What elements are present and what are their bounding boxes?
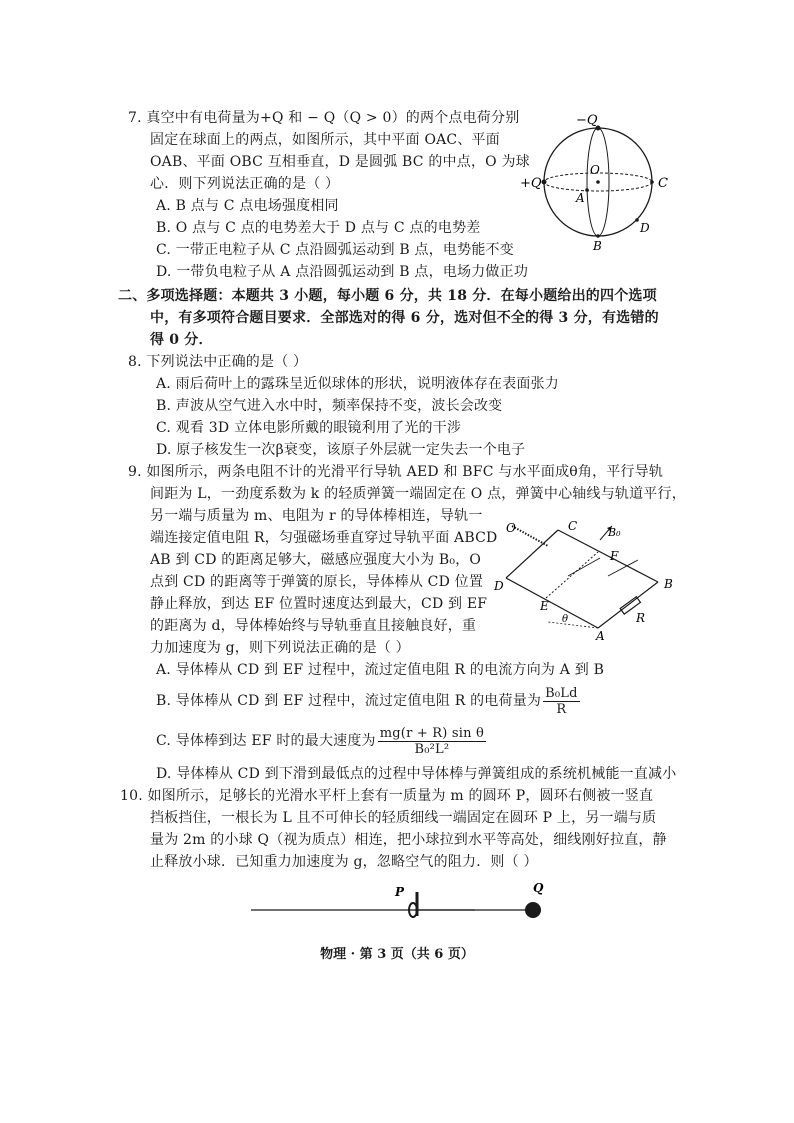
q9-option-c-num: mg(r + R) sin θ — [379, 725, 484, 741]
fig9-label-e: E — [540, 599, 549, 613]
q9-line-7: 静止释放，到达 EF 位置时速度达到最大，CD 到 EF — [150, 596, 488, 612]
q7-line-1: 7. 真空中有电荷量为+Q 和 − Q（Q > 0）的两个点电荷分别 — [128, 110, 520, 126]
q9-line-8: 的距离为 d，导体棒始终与导轨垂直且接触良好，重 — [150, 618, 477, 634]
q8-option-b: B. 声波从空气进入水中时，频率保持不变，波长会改变 — [156, 398, 503, 414]
q9-option-c-fraction — [378, 726, 486, 757]
q9-option-c-text: C. 导体棒到达 EF 时的最大速度为 — [156, 733, 376, 749]
q9-line-4: 端连接定值电阻 R，匀强磁场垂直穿过导轨平面 ABCD — [150, 530, 498, 546]
q9-option-a: A. 导体棒从 CD 到 EF 过程中，流过定值电阻 R 的电流方向为 A 到 B — [156, 662, 605, 678]
line-ef — [546, 552, 598, 598]
section2-line-3: 得 0 分． — [150, 332, 213, 348]
rail-ab — [598, 582, 658, 628]
q9-option-b-den: R — [556, 701, 567, 717]
q7-line-2: 固定在球面上的两点，如图所示，其中平面 OAC、平面 — [150, 132, 500, 148]
q8-option-c: C. 观看 3D 立体电影所戴的眼镜利用了光的干涉 — [156, 420, 462, 436]
fig9-label-d: D — [494, 579, 504, 593]
point-b — [596, 234, 600, 238]
section2-line-1: 二、多项选择题：本题共 3 小题，每小题 6 分，共 18 分．在每小题给出的四个选项 — [118, 288, 657, 304]
q7-option-b: B. O 点与 C 点的电势差大于 D 点与 C 点的电势差 — [156, 220, 481, 236]
fig9-label-f: F — [610, 549, 619, 563]
q9-line-1: 9. 如图所示，两条电阻不计的光滑平行导轨 AED 和 BFC 与水平面成θ角，平行导轨 — [128, 464, 664, 480]
point-pos-q — [542, 180, 547, 185]
fig9-label-b: B — [664, 577, 673, 591]
fig9-label-r: R — [636, 611, 646, 625]
label-pos-q: +Q — [520, 176, 542, 191]
q8-option-d: D. 原子核发生一次β衰变，该原子外层就一定失去一个电子 — [156, 442, 526, 458]
q9-line-2: 间距为 L，一劲度系数为 k 的轻质弹簧一端固定在 O 点，弹簧中心轴线与轨道平行， — [150, 486, 686, 502]
q9-option-b — [156, 682, 582, 720]
point-a — [585, 188, 589, 192]
point-o — [596, 180, 600, 184]
page-footer: 物理 · 第 3 页（共 6 页） — [320, 947, 474, 962]
q9-option-d: D. 导体棒从 CD 到下滑到最低点的过程中导体棒与弹簧组成的系统机械能一直减小 — [156, 766, 677, 782]
fig9-label-o: O — [506, 521, 516, 535]
q9-rails-figure — [488, 510, 688, 642]
rod-cd — [506, 530, 558, 578]
q9-line-5: AB 到 CD 的距离足够大，磁感应强度大小为 B₀，O — [150, 552, 482, 568]
ball-q — [525, 902, 541, 918]
q9-option-b-num: B₀Ld — [545, 685, 578, 701]
label-d: D — [640, 221, 650, 235]
horizontal-ref — [548, 622, 598, 628]
q7-sphere-figure — [520, 112, 670, 252]
q9-option-c — [156, 722, 488, 760]
q10-line-4: 止释放小球．已知重力加速度为 g，忽略空气的阻力．则（ ） — [150, 854, 538, 870]
field-line-1 — [568, 558, 600, 576]
fig10-label-p: P — [395, 885, 405, 899]
fig9-label-a: A — [596, 629, 605, 642]
section2-line-2: 中，有多项符合题目要求．全部选对的得 6 分，选对但不全的得 3 分，有选错的 — [150, 310, 659, 326]
q10-line-1: 10. 如图所示，足够长的光滑水平杆上套有一质量为 m 的圆环 P，圆环右侧被一竖直 — [120, 788, 654, 804]
q8-stem: 8. 下列说法中正确的是（ ） — [128, 354, 308, 370]
q7-option-c: C. 一带正电粒子从 C 点沿圆弧运动到 B 点，电势能不变 — [156, 242, 514, 258]
q10-line-2: 挡板挡住，一根长为 L 且不可伸长的轻质细线一端固定在圆环 P 上，另一端与质 — [150, 810, 657, 826]
q8-option-a: A. 雨后荷叶上的露珠呈近似球体的形状，说明液体存在表面张力 — [156, 376, 560, 392]
q9-option-b-text: B. 导体棒从 CD 到 EF 过程中，流过定值电阻 R 的电荷量为 — [156, 693, 542, 709]
spring — [512, 526, 548, 546]
point-d — [635, 218, 639, 222]
q9-line-9: 力加速度为 g，则下列说法正确的是（ ） — [150, 640, 410, 656]
q7-option-a: A. B 点与 C 点电场强度相同 — [156, 198, 339, 214]
q9-option-c-den: B₀²L² — [414, 741, 450, 757]
label-a: A — [576, 191, 585, 205]
point-c — [650, 180, 654, 184]
label-neg-q: −Q — [576, 113, 598, 128]
fig9-label-b0: B₀ — [608, 526, 621, 539]
label-c: C — [658, 176, 668, 191]
label-b: B — [593, 239, 602, 252]
label-o: O — [590, 163, 600, 177]
q7-line-3: OAB、平面 OBC 互相垂直，D 是圆弧 BC 的中点，O 为球 — [150, 154, 530, 170]
q7-option-d: D. 一带负电粒子从 A 点沿圆弧运动到 B 点，电场力做正功 — [156, 264, 529, 280]
fig9-label-c: C — [568, 519, 578, 533]
q9-option-b-fraction — [543, 686, 580, 717]
q10-figure — [245, 880, 555, 930]
q7-line-4: 心．则下列说法正确的是（ ） — [150, 176, 340, 192]
q9-line-6: 点到 CD 的距离等于弹簧的原长，导体棒从 CD 位置 — [150, 574, 484, 590]
fig10-label-q: Q — [533, 881, 544, 895]
q10-line-3: 量为 2m 的小球 Q（视为质点）相连，把小球拉到水平等高处，细线刚好拉直，静 — [150, 832, 667, 848]
q9-line-3: 另一端与质量为 m、电阻为 r 的导体棒相连，导轨一 — [150, 508, 483, 524]
fig9-label-theta: θ — [562, 614, 569, 625]
rail-d-to-a — [506, 578, 598, 628]
